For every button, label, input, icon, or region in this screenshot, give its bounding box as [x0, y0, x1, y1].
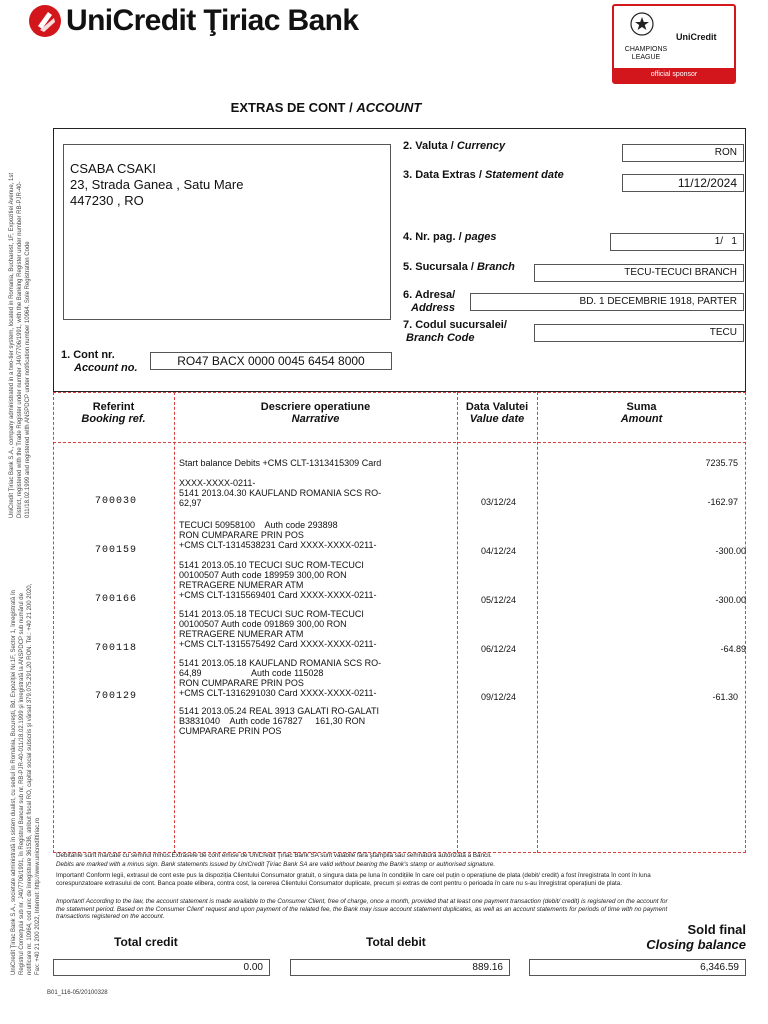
client-address-box	[63, 144, 391, 320]
branch-value: TECU-TECUCI BRANCH	[534, 264, 744, 282]
debits-note-ro: Debitările sunt marcate cu semnul minus.Extrasele de cont emise de UniCredit Ţiriac Bank SA sunt valabile fără ştampilă sau semnătura autorizată a Băncii.	[56, 852, 492, 859]
table-row-ref: 700166	[95, 594, 138, 605]
table-row-date: 04/12/24	[481, 546, 517, 556]
client-name: CSABA CSAKI	[70, 161, 156, 176]
total-debit-label: Total debit	[366, 935, 426, 949]
start-balance-text: Start balance Debits +CMS CLT-1313415309 Card	[179, 458, 382, 468]
bank-name: UniCredit Ţiriac Bank	[66, 4, 359, 37]
closing-balance-value: 6,346.59	[529, 959, 746, 976]
legal-note-ro: Important! Conform legii, extrasul de cont este pus la dispoziția Clientului Consumator gratuit, o singura data pe luna în condițiile în care cel puțin o operațiune de plata (debit/ credit) a fost înregistrata în cont în luna corespunzatoare extrasului de cont. Banca poate elibera, contra cost, la cererea Clientului Consumator duplicate, precum și extras de cont pentru o perioada în care nu s-au înregistrat operațiuni de plata.	[56, 872, 651, 887]
form-code: B01_116-05/20100328	[47, 990, 108, 996]
table-row-desc: 5141 2013.05.18 KAUFLAND ROMANIA SCS RO- 64,89 Auth code 115028 RON CUMPARARE PRIN POS +CMS CLT-1316291030 Card XXXX-XXXX-0211-	[179, 658, 382, 698]
total-debit-value: 889.16	[290, 959, 510, 976]
page-title: EXTRAS DE CONT / ACCOUNT	[230, 100, 422, 115]
table-row-desc: TECUCI 50958100 Auth code 293898 RON CUMPARARE PRIN POS +CMS CLT-1314538231 Card XXXX-XXXX-0211-	[179, 520, 377, 550]
table-row-amount: -162.97	[707, 497, 738, 507]
legal-note-en: Important! According to the law, the account statement is made available to the Consumer Client, free of charge, once a month, provided that at least one payment transaction (debit/ credit) is registered on the account for the statement period. Based on the Consumer Client' request and upon payment of the related fee, the Bank may issue account statement duplicates, as well as an account statements for periods of time with no payment transactions registered on the account.	[56, 898, 668, 920]
column-header-amount: Suma Amount	[620, 401, 663, 425]
champions-league-label: CHAMPIONS LEAGUE	[624, 46, 668, 61]
currency-label: 2. Valuta / Currency	[403, 140, 506, 152]
table-row-date: 03/12/24	[481, 497, 517, 507]
transactions-table	[53, 392, 746, 853]
table-row-ref: 700118	[95, 643, 138, 654]
start-balance-amount: 7235.75	[705, 458, 738, 468]
account-number: RO47 BACX 0000 0045 6454 8000	[150, 352, 392, 370]
table-row-ref: 700030	[95, 496, 138, 507]
currency-value: RON	[622, 144, 744, 162]
unicredit-logo-icon	[28, 4, 62, 38]
table-row-ref: 700159	[95, 545, 138, 556]
branch-code-value: TECU	[534, 324, 744, 342]
pages-label: 4. Nr. pag. / pages	[403, 231, 497, 243]
column-header-ref: Referint Booking ref.	[81, 401, 146, 425]
table-row-amount: -300.00	[715, 546, 746, 556]
table-row-amount: -61.30	[712, 692, 738, 702]
address-value: BD. 1 DECEMBRIE 1918, PARTER	[470, 293, 744, 311]
table-row-date: 06/12/24	[481, 644, 517, 654]
bank-brand	[28, 3, 358, 39]
branch-code-label: 7. Codul sucursalei/ Branch Code	[403, 319, 507, 344]
total-credit-label: Total credit	[114, 935, 178, 949]
starball-icon	[630, 12, 654, 36]
sponsor-brand: UniCredit	[676, 32, 717, 42]
total-credit-value: 0.00	[53, 959, 270, 976]
table-row-desc: 5141 2013.05.10 TECUCI SUC ROM-TECUCI 00100507 Auth code 189959 300,00 RON RETRAGERE NUMERAR ATM +CMS CLT-1315569401 Card XXXX-XXXX-0211-	[179, 560, 377, 600]
table-row-desc: 5141 2013.05.18 TECUCI SUC ROM-TECUCI 00100507 Auth code 091869 300,00 RON RETRAGERE NUMERAR ATM +CMS CLT-1315575492 Card XXXX-XXXX-0211-	[179, 609, 377, 649]
client-street: 23, Strada Ganea , Satu Mare	[70, 177, 244, 192]
branch-label: 5. Sucursala / Branch	[403, 261, 515, 273]
table-row-desc: XXXX-XXXX-0211- 5141 2013.04.30 KAUFLAND ROMANIA SCS RO- 62,97	[179, 478, 382, 508]
table-row-desc: 5141 2013.05.24 REAL 3913 GALATI RO-GALATI B3831040 Auth code 167827 161,30 RON CUMPARARE PRIN POS	[179, 706, 379, 736]
pages-value: 1/ 1	[610, 233, 744, 251]
table-row-amount: -300.00	[715, 595, 746, 605]
address-label: 6. Adresa/ Address	[403, 289, 456, 314]
table-row-ref: 700129	[95, 691, 138, 702]
side-legal-text-upper: UniCredit Ţiriac Bank S.A., company administrated in a two-tier system, located in Romania, Bucharest, 1F, Expozitiei Avenue, 1st District, registered with the Trade Register under number J40/7706/1991, with the Banking Register under number RB-PJR-40-011/18.02.1999 and registered with ANSPDCP under notification number 10964. Sole Registration Code	[9, 172, 31, 518]
sponsor-caption: official sponsor	[614, 68, 734, 82]
statement-date-label: 3. Data Extras / Statement date	[403, 169, 564, 181]
closing-balance-label: Sold final Closing balance	[646, 922, 746, 952]
client-postal: 447230 , RO	[70, 193, 144, 208]
table-row-date: 09/12/24	[481, 692, 517, 702]
column-header-narrative: Descriere operatiune Narrative	[260, 401, 371, 425]
debits-note-en: Debits are marked with a minus sign. Bank statements issued by UniCredit Ţiriac Bank SA are valid without bearing the Bank's stamp or authorised signature.	[56, 861, 496, 868]
statement-date-value: 11/12/2024	[622, 174, 744, 192]
champions-league-sponsor-badge	[612, 4, 736, 84]
account-label: 1. Cont nr. Account no.	[61, 349, 138, 374]
side-legal-text-lower: UniCredit Ţiriac Bank S.A., societate administrată în sistem dualist, cu sediul în România, Bucureşti, Bd. Expoziţiei Nr.1F, Sector 1, înregistrată în Registrul Comerţului sub nr. J40/7706/1991, în Registrul Bancar sub nr. RB-PJR-40-011/18.02.1999 şi înregistrată la ANSPDCP sub numărul de notificare nr. 10964, cod unic de înregistrare 361536, atribut fiscal RO, capital social subscris şi vărsat 379.075.291,20 RON. Tel.: +40 21 200 2020, Fax: +40 21 200 2022, Internet: http://www.unicredittiriac.ro	[11, 583, 41, 975]
table-row-date: 05/12/24	[481, 595, 517, 605]
column-header-value-date: Data Valutei Value date	[465, 401, 529, 425]
table-row-amount: -64.89	[720, 644, 746, 654]
